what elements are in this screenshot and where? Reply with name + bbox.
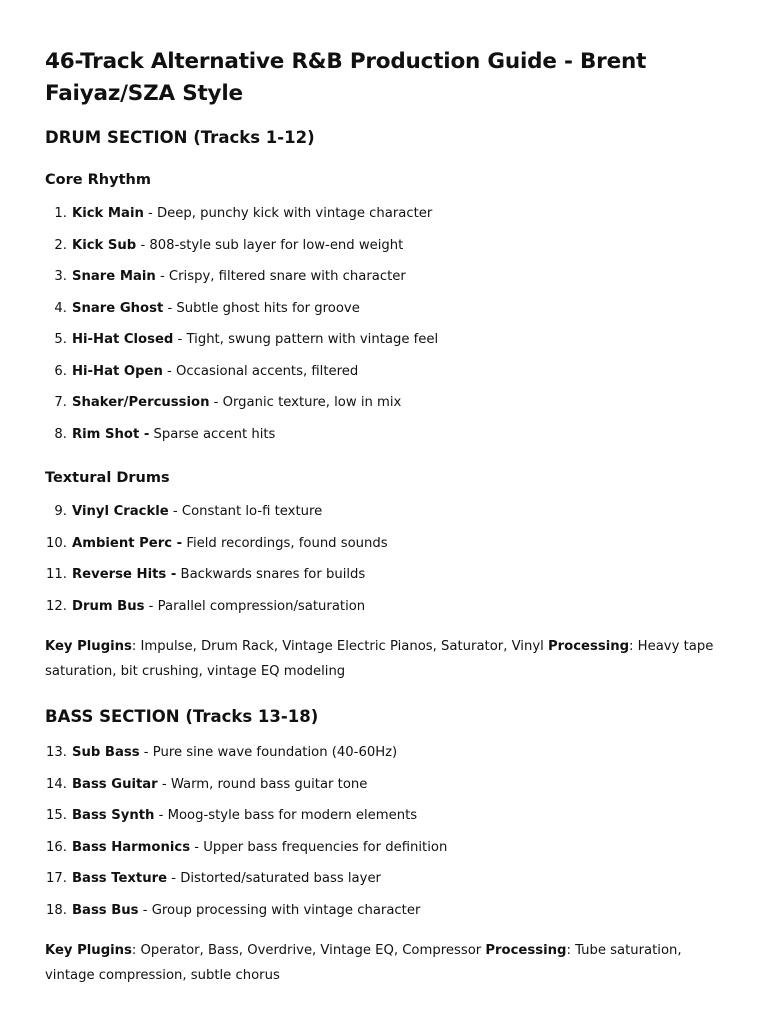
drum-plugins-paragraph [45, 634, 735, 684]
track-separator: - [209, 395, 223, 410]
track-number: 9. [54, 504, 67, 519]
track-description: Field recordings, found sounds [186, 535, 388, 551]
track-number: 8. [54, 426, 67, 442]
track-separator: - [139, 745, 153, 760]
track-name: Drum Bus [72, 598, 145, 614]
track-description: 808-style sub layer for low-end weight [149, 237, 404, 253]
track-description: Sparse accent hits [153, 426, 276, 442]
track-number: 3. [54, 269, 67, 284]
track-description: Organic texture, low in mix [222, 395, 402, 410]
track-name: Snare Ghost [72, 300, 164, 316]
track-separator: - [143, 206, 158, 221]
track-name: Bass Synth [72, 808, 155, 823]
track-description: Constant lo-fi texture [181, 504, 323, 519]
track-name: Reverse Hits - [72, 567, 177, 582]
track-number: 6. [54, 363, 67, 379]
track-number: 7. [54, 395, 67, 410]
processing-text: : Heavy tape saturation, bit crushing, vintage EQ modeling [45, 639, 714, 679]
track-name: Bass Guitar [72, 776, 158, 792]
key-plugins-text: : Impulse, Drum Rack, Vintage Electric Pianos, Saturator, Vinyl [131, 639, 548, 654]
key-plugins-label: Key Plugins [45, 943, 132, 958]
track-separator: - [190, 839, 204, 855]
track-number: 5. [54, 332, 67, 347]
track-number: 15. [46, 808, 67, 823]
track-number: 10. [46, 535, 67, 551]
key-plugins-text: : Operator, Bass, Overdrive, Vintage EQ, Compressor [131, 943, 486, 958]
track-description: Warm, round bass guitar tone [170, 776, 368, 792]
track-separator: - [162, 363, 177, 379]
track-name: Sub Bass [72, 745, 140, 760]
track-name: Hi-Hat Open [72, 363, 163, 379]
track-separator: - [168, 504, 182, 519]
track-description: Crispy, filtered snare with character [168, 269, 406, 284]
page-title: 46-Track Alternative R&B Production Guide - Brent Faiyaz/SZA Style [45, 49, 647, 106]
track-entry [72, 743, 397, 763]
track-separator: - [167, 871, 181, 886]
track-number: 2. [54, 237, 67, 253]
track-entry [72, 565, 365, 585]
track-number: 11. [46, 567, 67, 582]
track-entry [72, 806, 417, 826]
track-entry [72, 597, 365, 617]
track-separator: - [144, 598, 158, 614]
textural-drums-heading: Textural Drums [45, 470, 170, 486]
track-name: Bass Harmonics [72, 839, 191, 855]
processing-text: : Tube saturation, vintage compression, subtle chorus [45, 943, 682, 983]
bass-section-heading: BASS SECTION (Tracks 13-18) [45, 707, 319, 726]
track-entry [72, 869, 381, 889]
track-entry [72, 204, 432, 224]
track-number: 14. [46, 776, 67, 792]
track-separator: - [157, 776, 171, 792]
track-name: Rim Shot - [72, 426, 150, 442]
track-separator: - [136, 237, 150, 253]
key-plugins-label: Key Plugins [45, 639, 132, 654]
track-entry [72, 425, 275, 445]
track-description: Tight, swung pattern with vintage feel [186, 332, 439, 347]
track-entry [72, 299, 360, 319]
track-description: Deep, punchy kick with vintage character [157, 206, 433, 221]
track-separator: - [138, 902, 152, 918]
track-separator: - [173, 332, 187, 347]
drum-section-heading: DRUM SECTION (Tracks 1-12) [45, 128, 315, 147]
track-name: Shaker/Percussion [72, 395, 210, 410]
track-description: Occasional accents, filtered [176, 363, 359, 379]
track-name: Snare Main [72, 269, 156, 284]
track-number: 1. [54, 206, 67, 221]
track-description: Distorted/saturated bass layer [180, 871, 381, 886]
track-number: 13. [46, 745, 67, 760]
track-name: Kick Main [72, 206, 144, 221]
track-description: Parallel compression/saturation [157, 598, 366, 614]
track-entry [72, 267, 406, 287]
track-entry [72, 901, 420, 921]
track-description: Moog-style bass for modern elements [167, 808, 418, 823]
track-name: Bass Bus [72, 902, 139, 918]
processing-label: Processing [548, 639, 630, 654]
track-name: Vinyl Crackle [72, 504, 169, 519]
track-entry [72, 362, 358, 382]
track-entry [72, 534, 388, 554]
track-number: 12. [46, 598, 67, 614]
track-name: Ambient Perc - [72, 535, 183, 551]
track-number: 4. [54, 300, 67, 316]
track-name: Hi-Hat Closed [72, 332, 174, 347]
track-entry [72, 393, 401, 413]
track-entry [72, 236, 403, 256]
track-separator: - [155, 269, 169, 284]
track-number: 18. [46, 902, 67, 918]
track-description: Upper bass frequencies for definition [203, 839, 448, 855]
track-name: Kick Sub [72, 237, 137, 253]
track-number: 16. [46, 839, 67, 855]
track-description: Pure sine wave foundation (40-60Hz) [152, 745, 398, 760]
track-entry [72, 775, 367, 795]
core-rhythm-heading: Core Rhythm [45, 172, 151, 188]
track-description: Subtle ghost hits for groove [176, 300, 360, 316]
track-number: 17. [46, 871, 67, 886]
track-separator: - [163, 300, 177, 316]
track-entry [72, 838, 447, 858]
track-entry [72, 502, 322, 522]
track-entry [72, 330, 438, 350]
track-description: Backwards snares for builds [180, 567, 366, 582]
processing-label: Processing [485, 943, 567, 958]
track-description: Group processing with vintage character [151, 902, 421, 918]
bass-plugins-paragraph [45, 938, 735, 988]
track-separator: - [154, 808, 168, 823]
track-name: Bass Texture [72, 871, 168, 886]
